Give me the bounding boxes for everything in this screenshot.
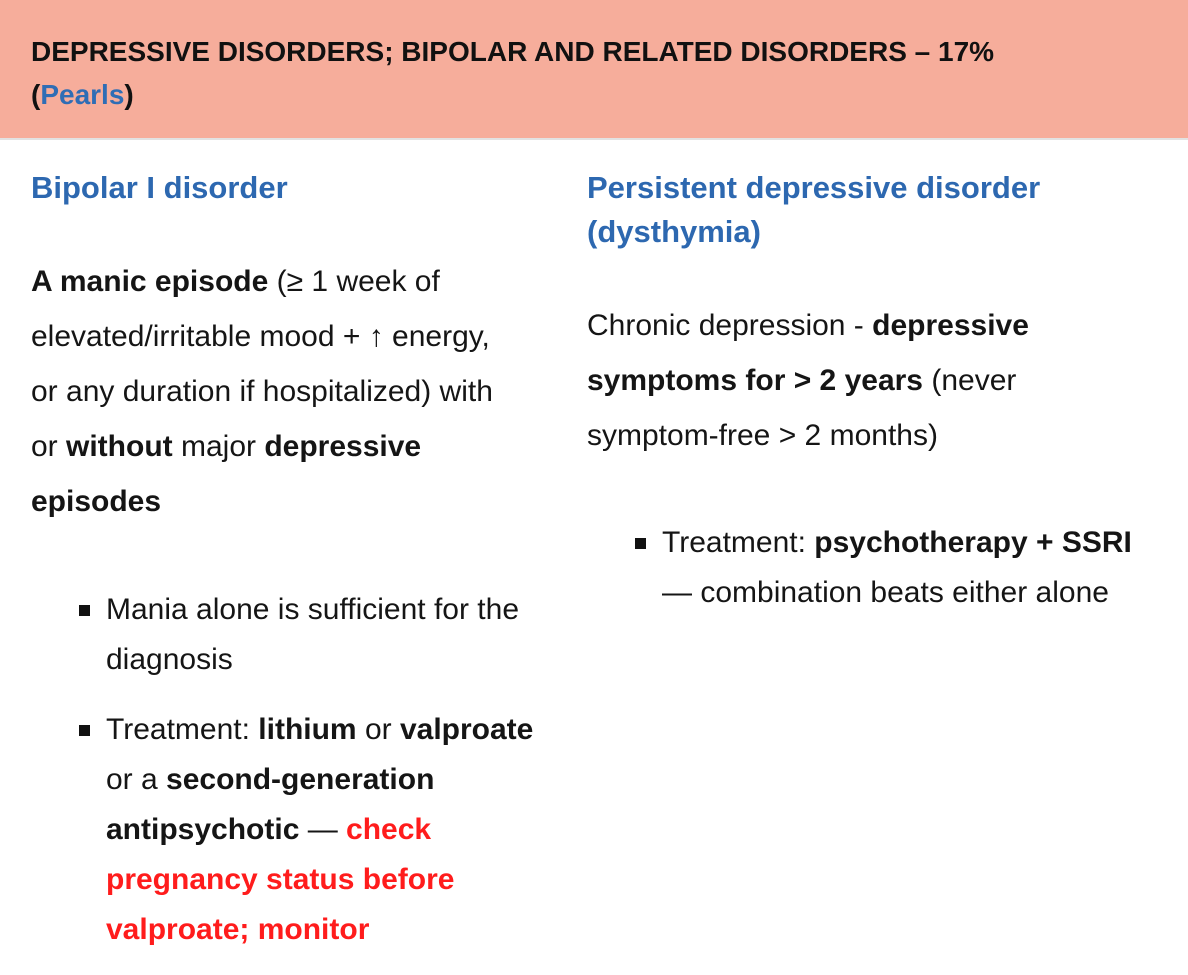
dash-text: —: [299, 813, 347, 846]
treatment-combination: psychotherapy + SSRI: [814, 526, 1132, 559]
duration-criterion: depressive symptoms for > 2 years: [587, 309, 1029, 397]
bipolar-bullets: [31, 585, 541, 955]
treatment-label: Treatment:: [662, 526, 815, 559]
page-header: [0, 0, 1188, 140]
definition-text-2: major: [172, 430, 265, 463]
dysthymia-section: [587, 166, 1172, 618]
bullet-text: Mania alone is sufficient for the diagnosis: [106, 593, 520, 676]
treatment-label: Treatment:: [106, 713, 259, 746]
manic-episode-term: A manic episode: [31, 265, 269, 298]
bipolar-section: [31, 166, 541, 975]
list-item: [31, 585, 556, 685]
square-bullet-icon: [79, 725, 90, 736]
antipsychotic-term: second-generation antipsychotic: [106, 763, 435, 846]
treatment-note: — combination beats either alone: [662, 576, 1109, 609]
valproate-term: valproate: [399, 713, 534, 746]
title-text: DEPRESSIVE DISORDERS; BIPOLAR AND RELATED DISORDERS – 17%: [31, 36, 995, 67]
or-text: or: [356, 713, 400, 746]
bipolar-heading: Bipolar I disorder: [31, 170, 288, 205]
open-paren: (: [31, 79, 41, 110]
pregnancy-warning: check pregnancy status before valproate; monitor: [106, 813, 455, 946]
close-paren: ): [124, 79, 134, 110]
depressive-episodes-term: depressive episodes: [31, 430, 422, 518]
definition-text-2: (never symptom-free > 2 months): [587, 364, 1017, 452]
or-a-text: or a: [106, 763, 167, 796]
page-title: [31, 30, 1131, 116]
pearls-link[interactable]: Pearls: [40, 79, 125, 110]
dysthymia-definition: [587, 298, 1107, 463]
bipolar-definition: [31, 254, 501, 529]
square-bullet-icon: [79, 605, 90, 616]
definition-text: (≥ 1 week of elevated/irritable mood + ↑ energy, or any duration if hospitalized) with or: [31, 265, 493, 463]
list-item: [31, 705, 556, 955]
list-item: [587, 518, 1162, 618]
without-term: without: [66, 430, 173, 463]
lithium-term: lithium: [258, 713, 357, 746]
dysthymia-bullets: [587, 518, 1172, 618]
definition-text: Chronic depression -: [587, 309, 873, 342]
square-bullet-icon: [635, 538, 646, 549]
dysthymia-heading: Persistent depressive disorder (dysthymia): [587, 170, 1041, 249]
